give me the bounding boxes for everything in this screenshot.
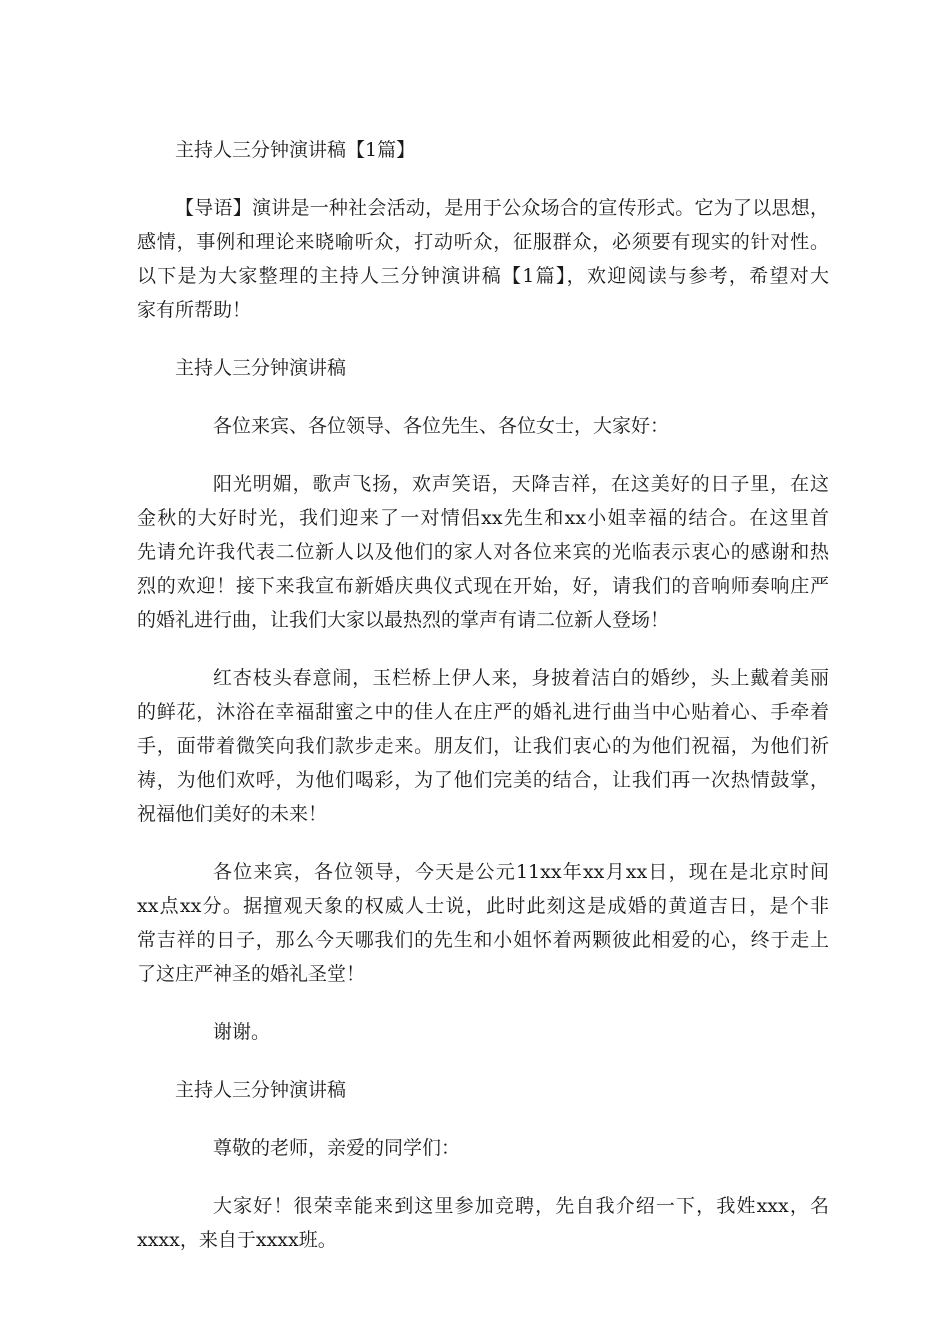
paragraph — [137, 661, 829, 831]
spacer — [137, 167, 829, 191]
paragraph-line: xx点xx分。据擅观天象的权威人士说，此时此刻这是成婚的黄道吉日，是个非 — [137, 895, 829, 917]
spacer — [137, 831, 829, 855]
document-body — [137, 133, 829, 1257]
paragraph-line: 各位来宾，各位领导，今天是公元11xx年xx月xx日，现在是北京时间 — [213, 861, 829, 883]
spacer — [137, 385, 829, 409]
paragraph-line: 了这庄严神圣的婚礼圣堂！ — [137, 963, 366, 985]
paragraph-line: 的鲜花，沐浴在幸福甜蜜之中的佳人在庄严的婚礼进行曲当中心贴着心、手牵着 — [137, 701, 829, 723]
spacer — [137, 991, 829, 1015]
paragraph-line: 祝福他们美好的未来！ — [137, 803, 328, 825]
paragraph-line: 烈的欢迎！接下来我宣布新婚庆典仪式现在开始，好，请我们的音响师奏响庄严 — [137, 575, 829, 597]
paragraph-line: 金秋的大好时光，我们迎来了一对情侣xx先生和xx小姐幸福的结合。在这里首 — [137, 507, 829, 529]
paragraph — [137, 467, 829, 637]
intro-paragraph — [137, 191, 829, 327]
paragraph-line: 手，面带着微笑向我们款步走来。朋友们，让我们衷心的为他们祝福，为他们祈 — [137, 735, 829, 757]
intro-line: 家有所帮助！ — [137, 299, 252, 321]
spacer — [137, 637, 829, 661]
spacer — [137, 1049, 829, 1073]
intro-line: 【导语】演讲是一种社会活动，是用于公众场合的宣传形式。它为了以思想， — [175, 197, 829, 219]
section-heading: 主持人三分钟演讲稿 — [175, 1079, 347, 1101]
greeting: 各位来宾、各位领导、各位先生、各位女士，大家好： — [213, 415, 670, 437]
paragraph-line: 阳光明媚，歌声飞扬，欢声笑语，天降吉祥，在这美好的日子里，在这 — [213, 473, 829, 495]
paragraph-line: 祷，为他们欢呼，为他们喝彩，为了他们完美的结合，让我们再一次热情鼓掌， — [137, 769, 829, 791]
spacer — [137, 327, 829, 351]
paragraph — [137, 1189, 829, 1257]
spacer — [137, 1165, 829, 1189]
paragraph-line: 的婚礼进行曲，让我们大家以最热烈的掌声有请二位新人登场！ — [137, 609, 670, 631]
greeting: 尊敬的老师，亲爱的同学们： — [213, 1137, 461, 1159]
paragraph-line: 红杏枝头春意闹，玉栏桥上伊人来，身披着洁白的婚纱，头上戴着美丽 — [213, 667, 829, 689]
section-heading: 主持人三分钟演讲稿 — [175, 357, 347, 379]
paragraph-line: 大家好！很荣幸能来到这里参加竞聘，先自我介绍一下，我姓xxx，名 — [213, 1195, 829, 1217]
intro-line: 以下是为大家整理的主持人三分钟演讲稿【1篇】，欢迎阅读与参考，希望对大 — [137, 265, 829, 287]
spacer — [137, 443, 829, 467]
closing-thanks: 谢谢。 — [213, 1021, 271, 1043]
paragraph — [137, 855, 829, 991]
paragraph-line: xxxx，来自于xxxx班。 — [137, 1229, 337, 1251]
paragraph-line: 先请允许我代表二位新人以及他们的家人对各位来宾的光临表示衷心的感谢和热 — [137, 541, 829, 563]
intro-line: 感情，事例和理论来晓喻听众，打动听众，征服群众，必须要有现实的针对性。 — [137, 231, 829, 253]
document-title: 主持人三分钟演讲稿【1篇】 — [175, 139, 416, 161]
spacer — [137, 1107, 829, 1131]
paragraph-line: 常吉祥的日子，那么今天哪我们的先生和小姐怀着两颗彼此相爱的心，终于走上 — [137, 929, 829, 951]
